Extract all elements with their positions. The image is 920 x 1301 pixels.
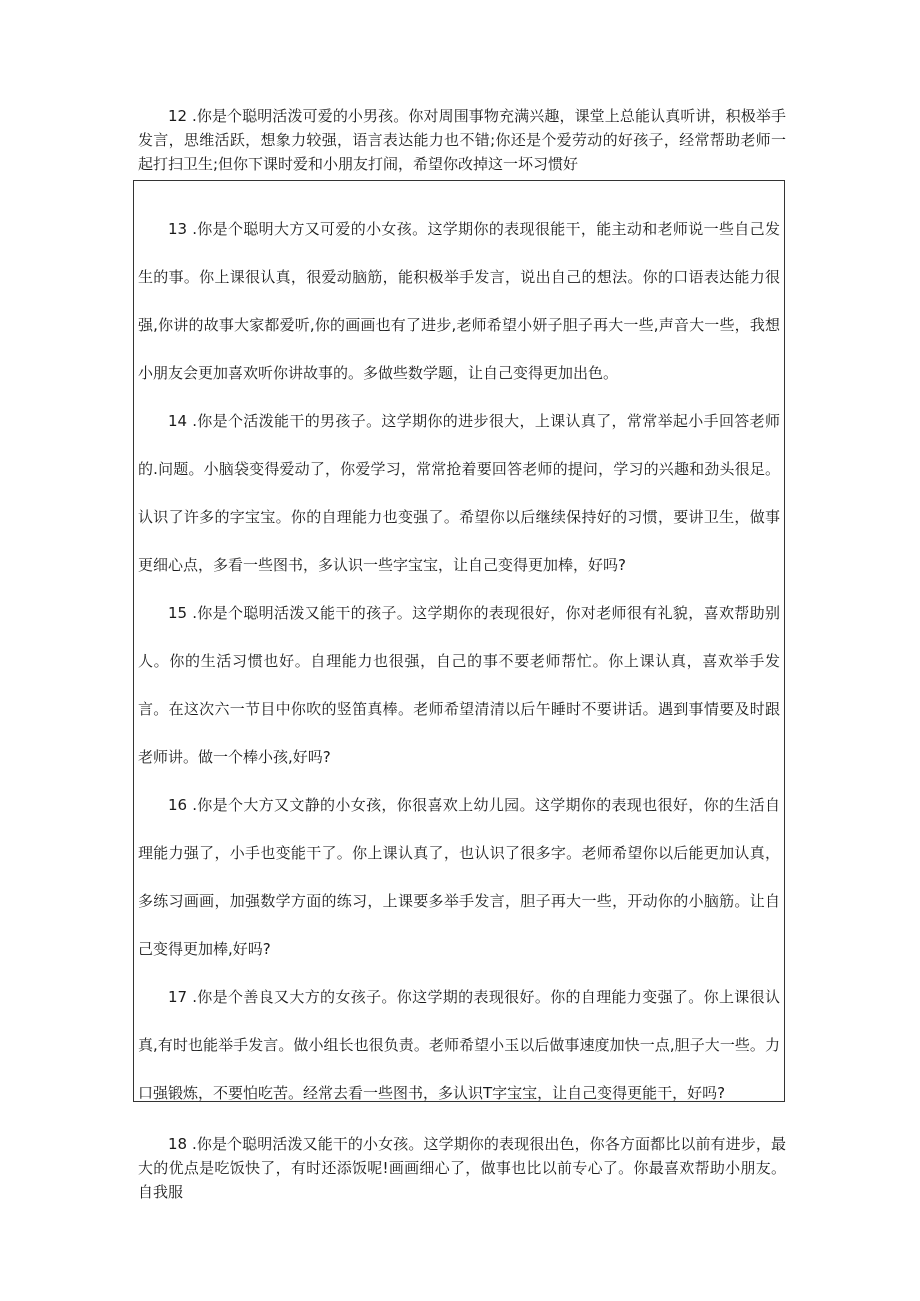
bordered-comment-box xyxy=(133,180,785,1102)
comment-paragraph-14: 14 .你是个活泼能干的男孩子。这学期你的进步很大，上课认真了，常常举起小手回答老师的.问题。小脑袋变得爱动了，你爱学习，常常抢着要回答老师的提问，学习的兴趣和劲头很足。认识了许多的字宝宝。你的自理能力也变强了。希望你以后继续保持好的习惯，要讲卫生，做事更细心点，多看一些图书，多认识一些字宝宝，让自己变得更加棒，好吗? xyxy=(138,412,780,574)
comment-paragraph-16: 16 .你是个大方又文静的小女孩，你很喜欢上幼儿园。这学期你的表现也很好，你的生活自理能力强了，小手也变能干了。你上课认真了，也认识了很多字。老师希望你以后能更加认真，多练习画画，加强数学方面的练习，上课要多举手发言，胆子再大一些，开动你的小脑筋。让自己变得更加棒,好吗? xyxy=(138,796,780,958)
comment-paragraph-18: 18 .你是个聪明活泼又能干的小女孩。这学期你的表现很出色，你各方面都比以前有进步，最大的优点是吃饭快了，有时还添饭呢!画画细心了，做事也比以前专心了。你最喜欢帮助小朋友。自我服 xyxy=(138,1135,786,1201)
comment-paragraph-13: 13 .你是个聪明大方又可爱的小女孩。这学期你的表现很能干，能主动和老师说一些自己发生的事。你上课很认真，很爱动脑筋，能积极举手发言，说出自己的想法。你的口语表达能力很强,你讲的故事大家都爱听,你的画画也有了进步,老师希望小妍子胆子再大一些,声音大一些，我想小朋友会更加喜欢听你讲故事的。多做些数学题，让自己变得更加出色。 xyxy=(138,220,780,382)
comment-paragraph-17: 17 .你是个善良又大方的女孩子。你这学期的表现很好。你的自理能力变强了。你上课很认真,有时也能举手发言。做小组长也很负责。老师希望小玉以后做事速度加快一点,胆子大一些。力口强锻炼，不要怕吃苦。经常去看一些图书，多认识T字宝宝，让自己变得更能干，好吗? xyxy=(138,988,780,1102)
comment-paragraph-15: 15 .你是个聪明活泼又能干的孩子。这学期你的表现很好，你对老师很有礼貌，喜欢帮助别人。你的生活习惯也好。自理能力也很强，自己的事不要老师帮忙。你上课认真，喜欢举手发言。在这次六一节目中你吹的竖笛真棒。老师希望清清以后午睡时不要讲话。遇到事情要及时跟老师讲。做一个棒小孩,好吗? xyxy=(138,604,780,766)
comment-paragraph-12: 12 .你是个聪明活泼可爱的小男孩。你对周围事物充满兴趣，课堂上总能认真听讲，积极举手发言，思维活跃，想象力较强，语言表达能力也不错;你还是个爱劳动的好孩子，经常帮助老师一起打扫卫生;但你下课时爱和小朋友打闹，希望你改掉这一坏习惯好 xyxy=(138,107,786,173)
